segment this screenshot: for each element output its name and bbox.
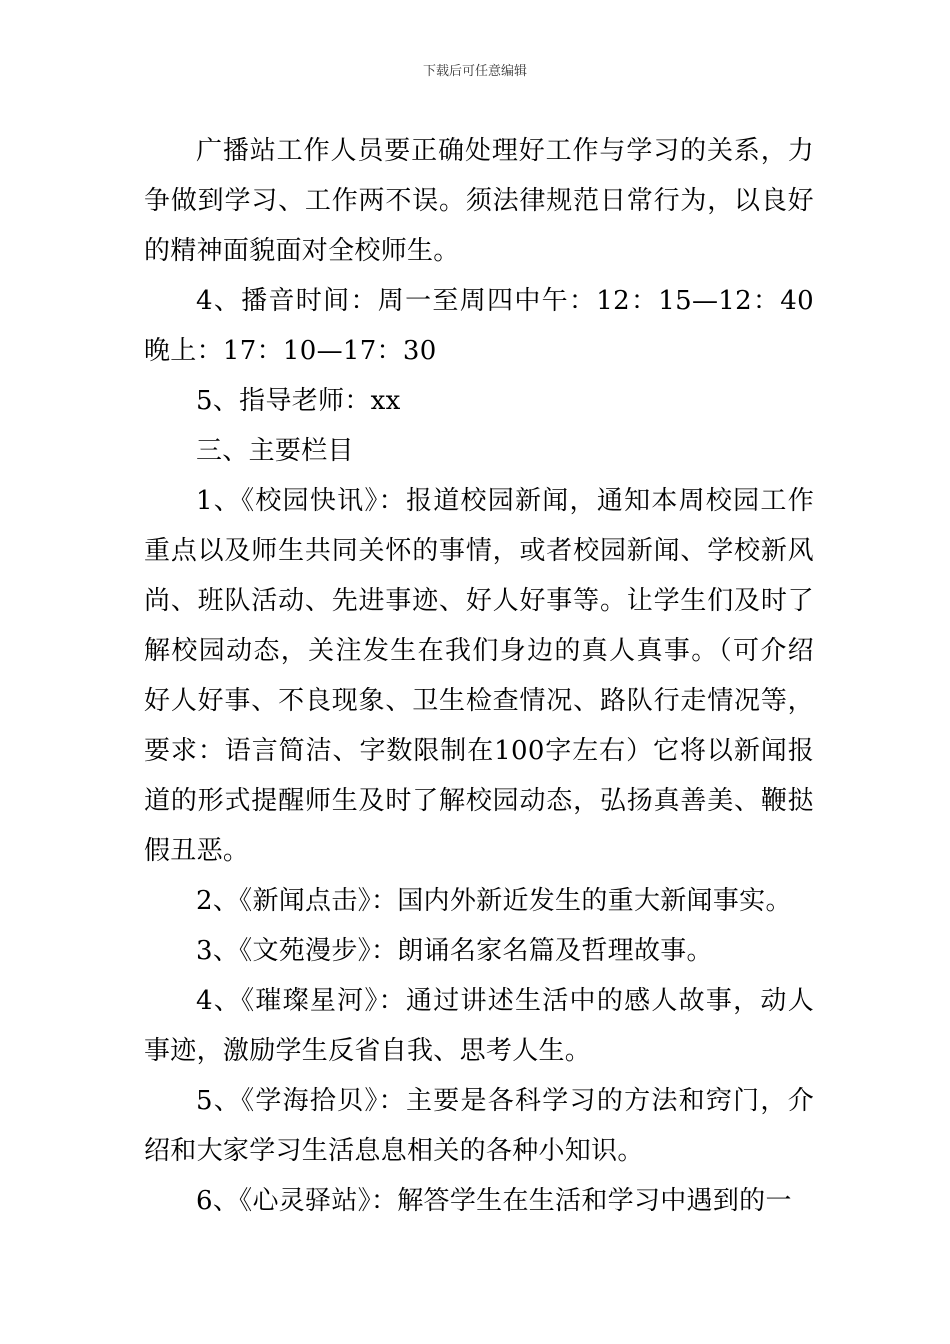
- paragraph-news-click: 2、《新闻点击》：国内外新近发生的重大新闻事实。: [196, 886, 792, 916]
- paragraph-advisor: 5、指导老师：xx: [196, 386, 401, 416]
- paragraph-learning-shells: 5、《学海拾贝》：主要是各科学习的方法和窍门，介绍和大家学习生活息息相关的各种小知识。: [144, 1086, 814, 1166]
- section-heading-main-columns: 三、主要栏目: [196, 436, 354, 466]
- paragraph-staff-conduct: 广播站工作人员要正确处理好工作与学习的关系，力争做到学习、工作两不误。须法律规范日常行为，以良好的精神面貌面对全校师生。: [144, 136, 814, 266]
- paragraph-heart-station: 6、《心灵驿站》：解答学生在生活和学习中遇到的一: [196, 1186, 792, 1216]
- paragraph-campus-news: 1、《校园快讯》：报道校园新闻，通知本周校园工作重点以及师生共同关怀的事情，或者校园新闻、学校新风尚、班队活动、先进事迹、好人好事等。让学生们及时了解校园动态，关注发生在我们身边的真人真事。（可介绍好人好事、不良现象、卫生检查情况、路队行走情况等，要求：语言简洁、字数限制在100字左右）它将以新闻报道的形式提醒师生及时了解校园动态，弘扬真善美、鞭挞假丑恶。: [144, 486, 814, 866]
- paragraph-literary-stroll: 3、《文苑漫步》：朗诵名家名篇及哲理故事。: [196, 936, 713, 966]
- page-header-note: 下载后可任意编辑: [422, 64, 527, 79]
- paragraph-bright-galaxy: 4、《璀璨星河》：通过讲述生活中的感人故事，动人事迹，激励学生反省自我、思考人生。: [144, 986, 814, 1066]
- document-body: [144, 126, 814, 1226]
- paragraph-broadcast-time: 4、播音时间：周一至周四中午：12：15—12：40晚上：17：10—17：30: [144, 286, 814, 366]
